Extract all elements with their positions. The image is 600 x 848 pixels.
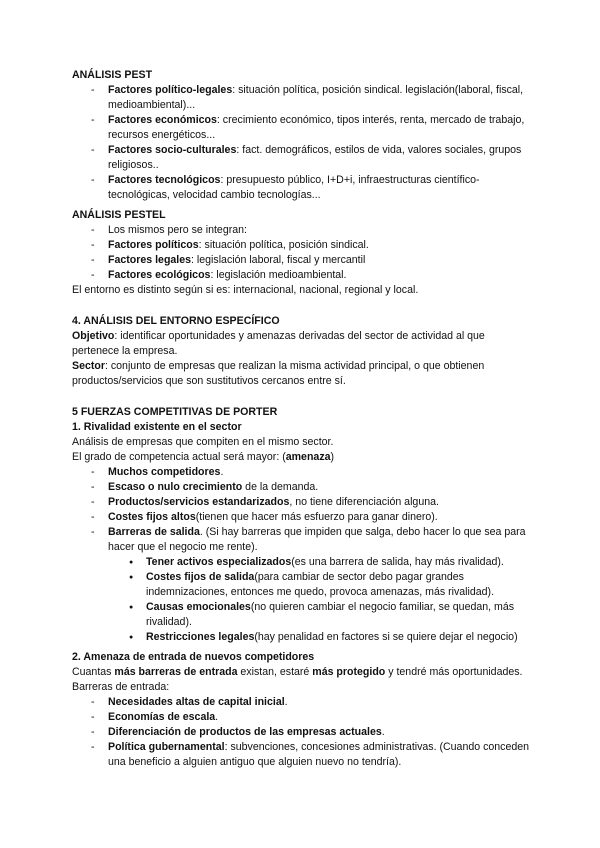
list-item: - Factores ecológicos: legislación medioambiental. — [72, 268, 532, 283]
list-item: ● Restricciones legales(hay penalidad en factores si se quiere dejar el negocio) — [72, 630, 532, 645]
list-item: - Escaso o nulo crecimiento de la demanda. — [72, 480, 532, 495]
list-item: - Política gubernamental: subvenciones, concesiones administrativas. (Cuando conceden una beneficio a alguien antiguo que alguien nuevo no tendría). — [72, 740, 532, 770]
list-item: ● Causas emocionales(no quieren cambiar el negocio familiar, se quedan, más rivalidad). — [72, 600, 532, 630]
list-item: - Necesidades altas de capital inicial. — [72, 695, 532, 710]
entorno-heading: 4. ANÁLISIS DEL ENTORNO ESPECÍFICO — [72, 315, 280, 327]
barreras-entrada-list — [72, 695, 532, 770]
list-item: - Los mismos pero se integran: — [72, 223, 532, 238]
list-item: - Economías de escala. — [72, 710, 532, 725]
list-item: - Factores político-legales: situación política, posición sindical. legislación(laboral, fiscal, medioambiental)... — [72, 83, 532, 113]
amenaza-heading: 2. Amenaza de entrada de nuevos competidores — [72, 651, 315, 663]
rivalidad-line-1: Análisis de empresas que compiten en el mismo sector. — [72, 436, 334, 448]
list-item: - Barreras de salida. (Si hay barreras que impiden que salga, debo hacer lo que sea para hacer que el negocio me rente). — [72, 525, 532, 555]
list-item: - Diferenciación de productos de las empresas actuales. — [72, 725, 532, 740]
pest-list — [72, 83, 532, 203]
list-item: ● Costes fijos de salida(para cambiar de sector debo pagar grandes indemnizaciones, entonces me quedo, provoca amenazas, más rivalidad). — [72, 570, 532, 600]
pestel-heading: ANÁLISIS PESTEL — [72, 209, 166, 221]
pestel-list — [72, 223, 532, 283]
amenaza-paragraph: Cuantas más barreras de entrada existan, estaré más protegido y tendré más oportunidades. Barreras de entrada: — [72, 666, 523, 693]
list-item: - Factores económicos: crecimiento económico, tipos interés, renta, mercado de trabajo, recursos energéticos... — [72, 113, 532, 143]
list-item: - Factores legales: legislación laboral, fiscal y mercantil — [72, 253, 532, 268]
rivalidad-line-2: El grado de competencia actual será mayor: (amenaza) — [72, 451, 335, 463]
pestel-note: El entorno es distinto según si es: internacional, nacional, regional y local. — [72, 284, 419, 296]
list-item: - Factores políticos: situación política, posición sindical. — [72, 238, 532, 253]
list-item: - Costes fijos altos(tienen que hacer más esfuerzo para ganar dinero). — [72, 510, 532, 525]
sector-paragraph: Sector: conjunto de empresas que realizan la misma actividad principal, o que obtienen productos/servicios que son sustitutivos cercanos entre sí. — [72, 360, 485, 387]
objetivo-paragraph: Objetivo: identificar oportunidades y amenazas derivadas del sector de actividad al que pertenece la empresa. — [72, 330, 485, 357]
barreras-salida-list — [72, 555, 532, 645]
document-content — [72, 68, 532, 770]
list-item: - Muchos competidores. — [72, 465, 532, 480]
list-item: - Factores socio-culturales: fact. demográficos, estilos de vida, valores sociales, grupos religiosos.. — [72, 143, 532, 173]
rivalidad-heading: 1. Rivalidad existente en el sector — [72, 421, 242, 433]
list-item: - Productos/servicios estandarizados, no tiene diferenciación alguna. — [72, 495, 532, 510]
list-item: - Factores tecnológicos: presupuesto público, I+D+i, infraestructuras científico-tecnológicas, velocidad cambio tecnologías... — [72, 173, 532, 203]
list-item: ● Tener activos especializados(es una barrera de salida, hay más rivalidad). — [72, 555, 532, 570]
pest-heading: ANÁLISIS PEST — [72, 69, 153, 81]
porter-heading: 5 FUERZAS COMPETITIVAS DE PORTER — [72, 406, 278, 418]
rivalidad-list — [72, 465, 532, 555]
